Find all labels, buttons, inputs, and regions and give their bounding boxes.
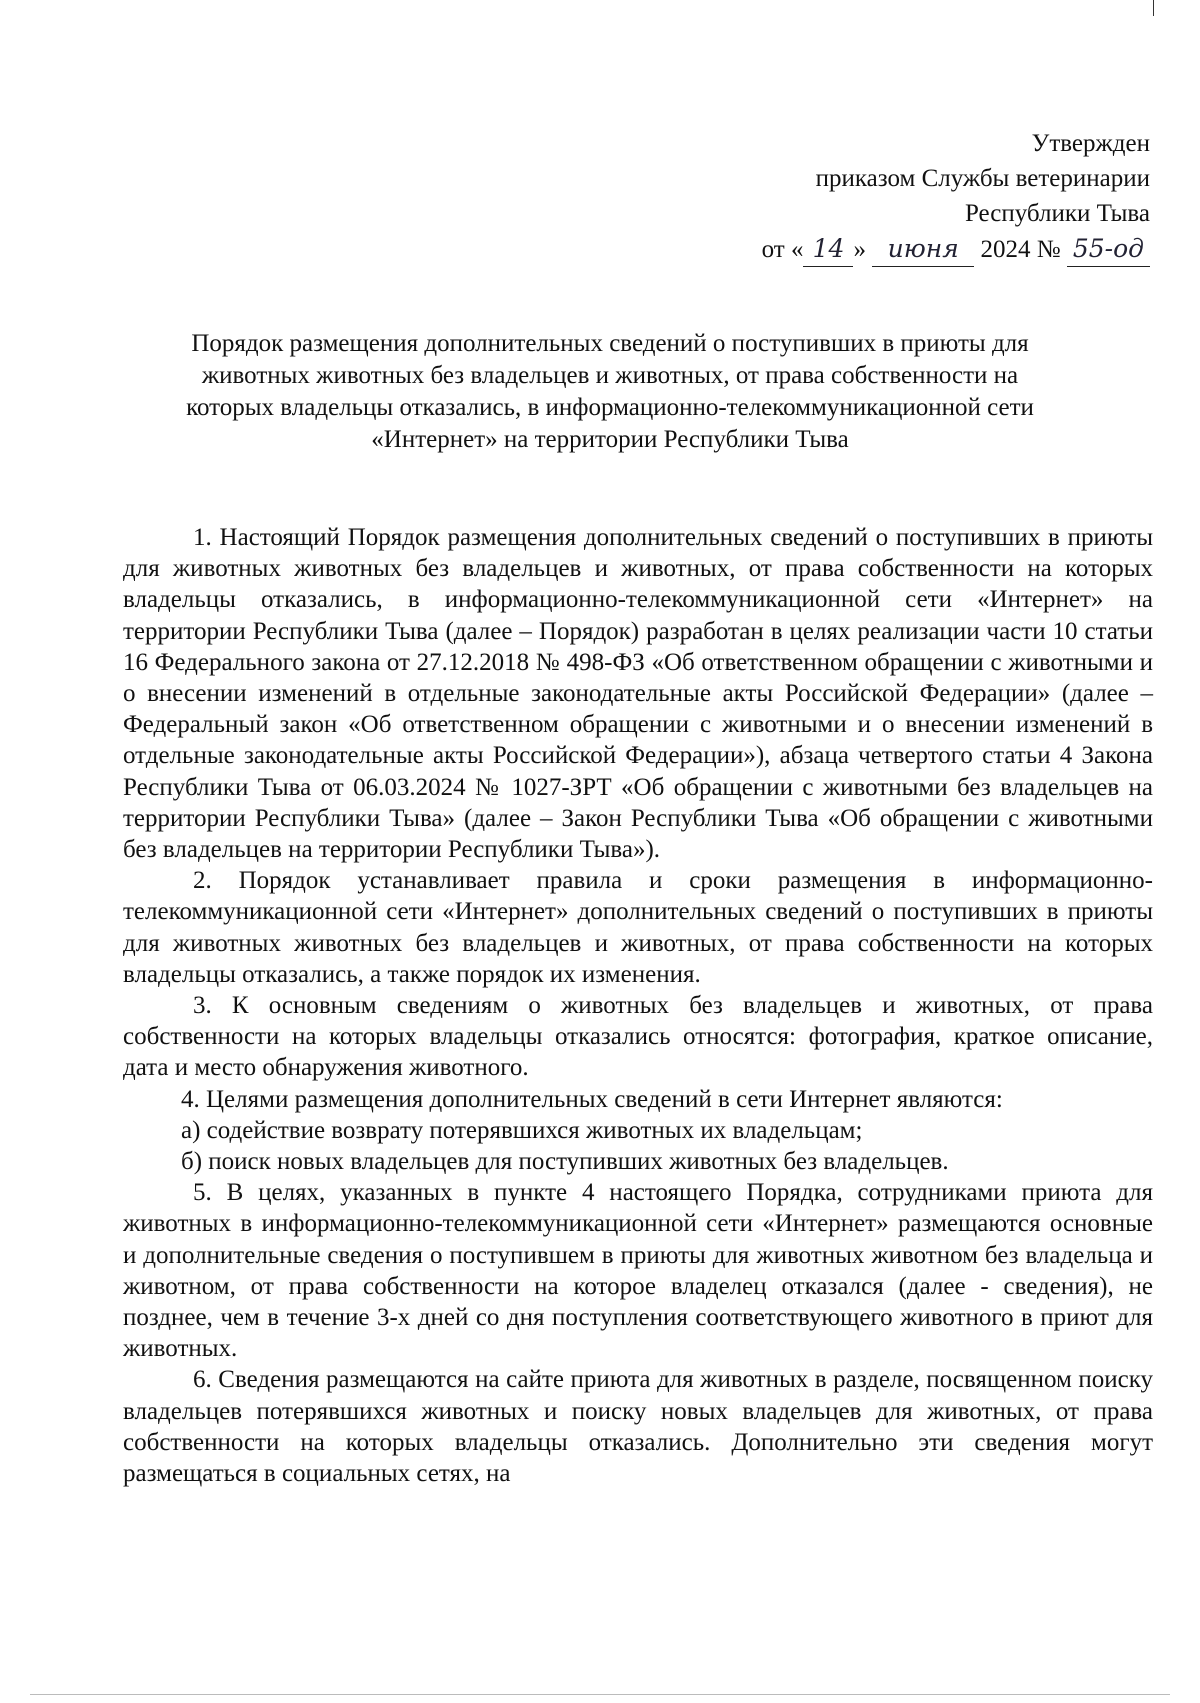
handwritten-day: 14 xyxy=(803,231,853,267)
paragraph-3: 3. К основным сведениям о животных без владельцев и животных, от права собственности на которых владельцы отказались относятся: фотография, краткое описание, дата и место обнаружения животного. xyxy=(123,992,1153,1082)
title-line: животных животных без владельцев и животных, от права собственности на xyxy=(201,362,1019,389)
approval-line-order: приказом Службы ветеринарии xyxy=(815,165,1150,192)
paragraph-6: 6. Сведения размещаются на сайте приюта для животных в разделе, посвященном поиску владельцев потерявшихся животных и поиску новых владельцев для животных, от права собственности на которых владельцы отказались. Дополнительно эти сведения могут размещаться в социальных сетях, на xyxy=(123,1366,1153,1488)
date-mid: » xyxy=(853,236,866,263)
approval-date-line xyxy=(670,231,1150,267)
list-item-a: а) содействие возврату потерявшихся животных их владельцам; xyxy=(181,1116,863,1144)
date-year: 2024 № xyxy=(980,236,1061,263)
document-body xyxy=(123,522,1153,1489)
handwritten-order-number: 55-од xyxy=(1067,231,1150,267)
title-line: Порядок размещения дополнительных сведений о поступивших в приюты для xyxy=(191,330,1029,357)
paragraph-5: 5. В целях, указанных в пункте 4 настоящего Порядка, сотрудниками приюта для животных в информационно-телекоммуникационной сети «Интернет» размещаются основные и дополнительные сведения о поступившем в приюты для животных животном без владельца и животном, от права собственности на которое владелец отказался (далее - сведения), не позднее, чем в течение 3-х дней со дня поступления соответствующего животного в приют для животных. xyxy=(123,1179,1153,1363)
title-line: «Интернет» на территории Республики Тыва xyxy=(371,426,849,453)
list-item-b: б) поиск новых владельцев для поступивших животных без владельцев. xyxy=(181,1148,949,1176)
handwritten-month: июня xyxy=(872,231,974,267)
paragraph-1: 1. Настоящий Порядок размещения дополнительных сведений о поступивших в приюты для животных животных без владельцев и животных, от права собственности на которых владельцы отказались, в информационно-телекоммуникационной сети «Интернет» на территории Республики Тыва (далее – Порядок) разработан в целях реализации части 10 статьи 16 Федерального закона от 27.12.2018 № 498-ФЗ «Об ответственном обращении с животными и о внесении изменений в отдельные законодательные акты Российской Федерации» (далее – Федеральный закон «Об ответственном обращении с животными и о внесении изменений в отдельные законодательные акты Российской Федерации»), абзаца четвертого статьи 4 Закона Республики Тыва от 06.03.2024 № 1027-ЗРТ «Об обращении с животными без владельцев на территории Республики Тыва» (далее – Закон Республики Тыва «Об обращении с животными без владельцев на территории Республики Тыва»). xyxy=(123,524,1153,864)
page-bottom-edge xyxy=(30,1694,1170,1695)
page-edge-mark xyxy=(1153,0,1154,16)
document-title xyxy=(140,328,1080,456)
approval-line-republic: Республики Тыва xyxy=(964,200,1150,227)
paragraph-4: 4. Целями размещения дополнительных сведений в сети Интернет являются: xyxy=(181,1085,1003,1113)
approval-stamp xyxy=(670,126,1150,267)
date-prefix: от « xyxy=(761,236,804,263)
paragraph-2: 2. Порядок устанавливает правила и сроки размещения в информационно-телекоммуникационной сети «Интернет» дополнительных сведений о поступивших в приюты для животных животных без владельцев и животных, от права собственности на которых владельцы отказались, а также порядок их изменения. xyxy=(123,867,1153,988)
approval-line-approved: Утвержден xyxy=(1031,130,1150,157)
title-line: которых владельцы отказались, в информационно-телекоммуникационной сети xyxy=(186,394,1034,421)
